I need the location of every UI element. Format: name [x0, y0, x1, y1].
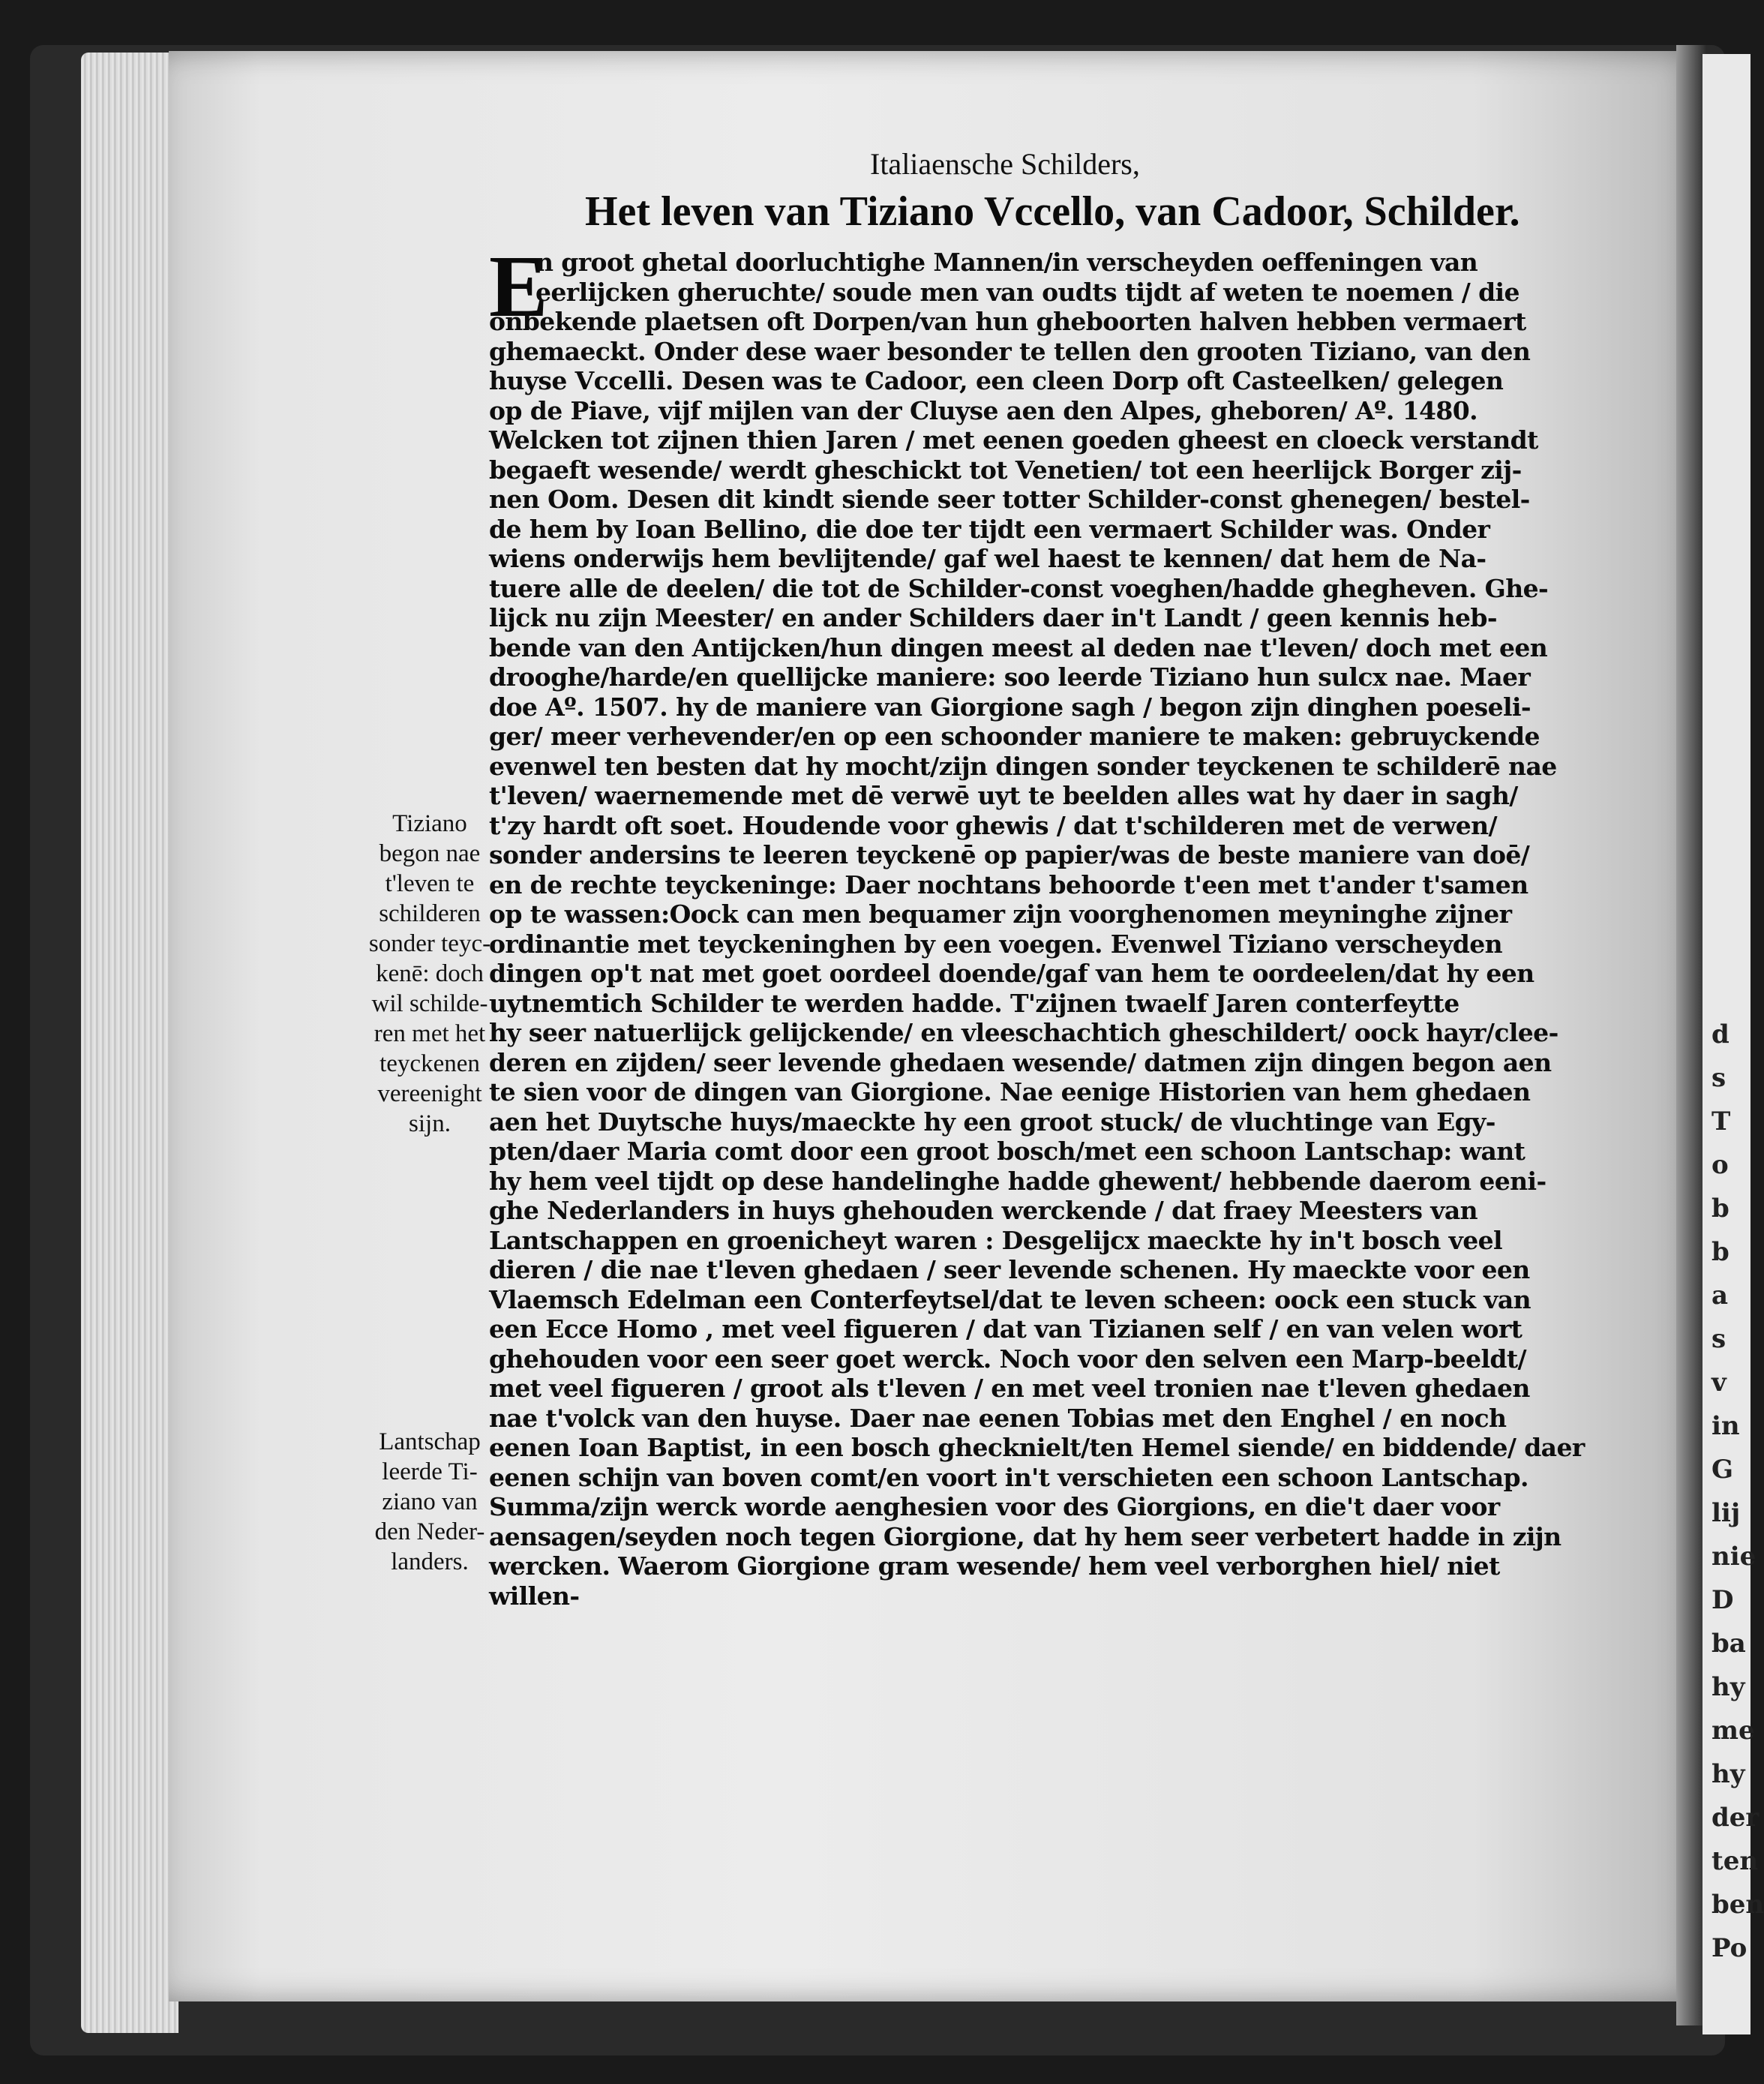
facing-page-fragment: ten — [1712, 1846, 1759, 1876]
facing-page-fragment: b — [1712, 1194, 1730, 1224]
facing-page-fragment: b — [1712, 1237, 1730, 1267]
facing-page-fragment: d — [1712, 1019, 1730, 1050]
margin-note — [358, 809, 501, 1139]
text-line: bende van den Antijcken/hun dingen meest al deden nae t'leven/ doch met een — [489, 632, 1548, 662]
text-line: begaeft wesende/ werdt gheschickt tot Venetien/ tot een heerlijck Borger zij- — [489, 455, 1522, 485]
text-line: dingen op't nat met goet oordeel doende/gaf van hem te oordeelen/dat hy een — [489, 959, 1534, 988]
text-line: dieren / die nae t'leven ghedaen / seer levende schenen. Hy maeckte voor een — [489, 1255, 1530, 1284]
text-line: willen- — [489, 1581, 580, 1611]
text-line: en de rechte teyckeninge: Daer nochtans behoorde t'een met t'ander t'samen — [489, 869, 1528, 899]
margin-note — [358, 1427, 501, 1577]
margin-note-line: sijn. — [409, 1110, 451, 1137]
text-line: t'zy hardt oft soet. Houdende voor ghewis / dat t'schilderen met de verwen/ — [489, 810, 1497, 840]
text-line: uytnemtich Schilder te werden hadde. T'zijnen twaelf Jaren conterfeytte — [489, 988, 1460, 1018]
text-line: met veel figueren / groot als t'leven / en met veel tronien nae t'leven ghedaen — [489, 1374, 1530, 1403]
facing-page-fragment: hy — [1712, 1759, 1745, 1789]
facing-page-fragment: s — [1712, 1063, 1726, 1093]
running-head: Italiaensche Schilders, — [870, 147, 1140, 181]
page-stack-edge — [81, 53, 178, 2033]
facing-page-fragment: o — [1712, 1150, 1729, 1180]
margin-note-line: landers. — [391, 1548, 469, 1575]
margin-note-line: den Neder- — [374, 1518, 485, 1545]
text-line: evenwel ten besten dat hy mocht/zijn dingen sonder teyckenen te schilderē nae — [489, 751, 1557, 781]
text-line: t'leven/ waernemende met dē verwē uyt te beelden alles wat hy daer in sagh/ — [489, 781, 1518, 810]
facing-page-fragment: T — [1712, 1107, 1731, 1137]
margin-note-line: Tiziano — [392, 810, 467, 837]
text-line: drooghe/harde/en quellijcke maniere: soo leerde Tiziano hun sulcx nae. Maer — [489, 662, 1531, 692]
facing-page — [1702, 54, 1764, 2034]
margin-note-line: teyckenen — [380, 1050, 480, 1077]
chapter-title: Het leven van Tiziano Vccello, van Cadoor, Schilder. — [585, 188, 1520, 235]
facing-page-fragment: v — [1712, 1368, 1726, 1398]
facing-page-fragment: D — [1712, 1585, 1734, 1615]
margin-note-line: ziano van — [382, 1488, 478, 1515]
text-line: huyse Vccelli. Desen was te Cadoor, een cleen Dorp oft Casteelken/ gelegen — [489, 366, 1504, 395]
body-text — [489, 237, 1622, 1611]
text-line: sonder andersins te leeren teyckenē op papier/was de beste maniere van doē/ — [489, 840, 1530, 869]
text-line: Welcken tot zijnen thien Jaren / met eenen goeden gheest en cloeck verstandt — [489, 425, 1538, 455]
margin-note-line: sonder teyc- — [368, 930, 491, 957]
facing-page-fragment: nie — [1712, 1542, 1756, 1572]
margin-note-line: leerde Ti- — [382, 1458, 478, 1485]
drop-cap: E — [489, 237, 548, 335]
margin-note-line: ren met het — [374, 1020, 486, 1047]
facing-page-fragment: ben — [1712, 1890, 1764, 1920]
text-line: tuere alle de deelen/ die tot de Schilder-const voeghen/hadde ghegheven. Ghe- — [489, 573, 1549, 603]
text-line: wiens onderwijs hem bevlijtende/ gaf wel haest te kennen/ dat hem de Na- — [489, 544, 1486, 573]
facing-page-fragment: me — [1712, 1716, 1755, 1746]
text-line: wercken. Waerom Giorgione gram wesende/ hem veel verborghen hiel/ niet — [489, 1551, 1500, 1581]
facing-page-fragment: lij — [1712, 1498, 1741, 1528]
facing-page-fragment: in — [1712, 1411, 1740, 1441]
margin-note-line: schilderen — [379, 900, 481, 927]
text-line: Summa/zijn werck worde aenghesien voor des Giorgions, en die't daer voor — [489, 1492, 1500, 1521]
facing-page-fragment: Po — [1712, 1933, 1748, 1963]
facing-page-fragment: a — [1712, 1281, 1729, 1311]
facing-page-fragment: der — [1712, 1803, 1760, 1833]
text-line: onbekende plaetsen oft Dorpen/van hun gheboorten halven hebben vermaert — [489, 307, 1526, 336]
text-line: te sien voor de dingen van Giorgione. Nae eenige Historien van hem ghedaen — [489, 1077, 1531, 1107]
text-line: Lantschappen en groenicheyt waren : Desgelijcx maeckte hy in't bosch veel — [489, 1225, 1502, 1255]
facing-page-fragment: hy — [1712, 1672, 1745, 1702]
text-line: ghe Nederlanders in huys ghehouden werckende / dat fraey Meesters van — [489, 1196, 1478, 1225]
text-line: ghehouden voor een seer goet werck. Noch voor den selven een Marp-beeldt/ — [489, 1344, 1526, 1374]
facing-page-fragment: ba — [1712, 1629, 1746, 1659]
text-line: ghemaeckt. Onder dese waer besonder te tellen den grooten Tiziano, van den — [489, 336, 1531, 366]
text-line: hy hem veel tijdt op dese handelinghe hadde ghewent/ hebbende daerom eeni- — [489, 1166, 1546, 1196]
text-line: eenen schijn van boven comt/en voort in't verschieten een schoon Lantschap. — [489, 1462, 1528, 1492]
text-line: pten/daer Maria comt door een groot bosch/met een schoon Lantschap: want — [489, 1137, 1526, 1166]
margin-note-line: t'leven te — [385, 870, 475, 897]
text-line: aensagen/seyden noch tegen Giorgione, dat hy hem seer verbetert hadde in zijn — [489, 1521, 1562, 1551]
text-line: lijck nu zijn Meester/ en ander Schilders daer in't Landt / geen kennis heb- — [489, 603, 1497, 632]
text-line: op de Piave, vijf mijlen van der Cluyse aen den Alpes, gheboren/ Aº. 1480. — [489, 395, 1478, 425]
text-line: aen het Duytsche huys/maeckte hy een groot stuck/ de vluchtinge van Egy- — [489, 1107, 1496, 1137]
margin-note-line: begon nae — [379, 840, 481, 867]
text-line: de hem by Ioan Bellino, die doe ter tijdt een vermaert Schilder was. Onder — [489, 514, 1490, 544]
text-line: nen Oom. Desen dit kindt siende seer totter Schilder-const ghenegen/ bestel- — [489, 485, 1530, 514]
text-line: Vlaemsch Edelman een Conterfeytsel/dat te leven scheen: oock een stuck van — [489, 1284, 1532, 1314]
text-line: eerlijcken gheruchte/ soude men van oudts tijdt af weten te noemen / die — [536, 277, 1520, 307]
text-line: doe Aº. 1507. hy de maniere van Giorgione sagh / begon zijn dinghen poeseli- — [489, 692, 1531, 722]
text-line: eenen Ioan Baptist, in een bosch ghecknielt/ten Hemel siende/ en biddende/ daer — [489, 1433, 1585, 1462]
text-line: ger/ meer verhevender/en op een schoonder maniere te maken: gebruyckende — [489, 722, 1540, 751]
margin-note-line: vereenight — [377, 1080, 482, 1107]
facing-page-fragment: G — [1712, 1455, 1734, 1485]
text-line: ordinantie met teyckeninghen by een voegen. Evenwel Tiziano verscheyden — [489, 929, 1502, 959]
text-line: nae t'volck van den huyse. Daer nae eenen Tobias met den Enghel / en noch — [489, 1403, 1507, 1433]
margin-note-line: Lantschap — [379, 1428, 481, 1455]
text-line: een Ecce Homo , met veel figueren / dat van Tizianen self / en van velen wort — [489, 1314, 1522, 1344]
text-line: deren en zijden/ seer levende ghedaen wesende/ datmen zijn dingen begon aen — [489, 1047, 1552, 1077]
facing-page-fragment: s — [1712, 1324, 1726, 1354]
margin-note-line: wil schilde- — [371, 990, 488, 1017]
text-line: n groot ghetal doorluchtighe Mannen/in verscheyden oeffeningen van — [536, 248, 1478, 277]
text-line: op te wassen:Oock can men bequamer zijn voorghenomen meyninghe zijner — [489, 899, 1512, 929]
margin-note-line: kenē: doch — [376, 960, 484, 987]
book-gutter — [1676, 45, 1706, 2025]
text-line: hy seer natuerlijck gelijckende/ en vleeschachtich gheschildert/ oock hayr/clee- — [489, 1018, 1558, 1047]
